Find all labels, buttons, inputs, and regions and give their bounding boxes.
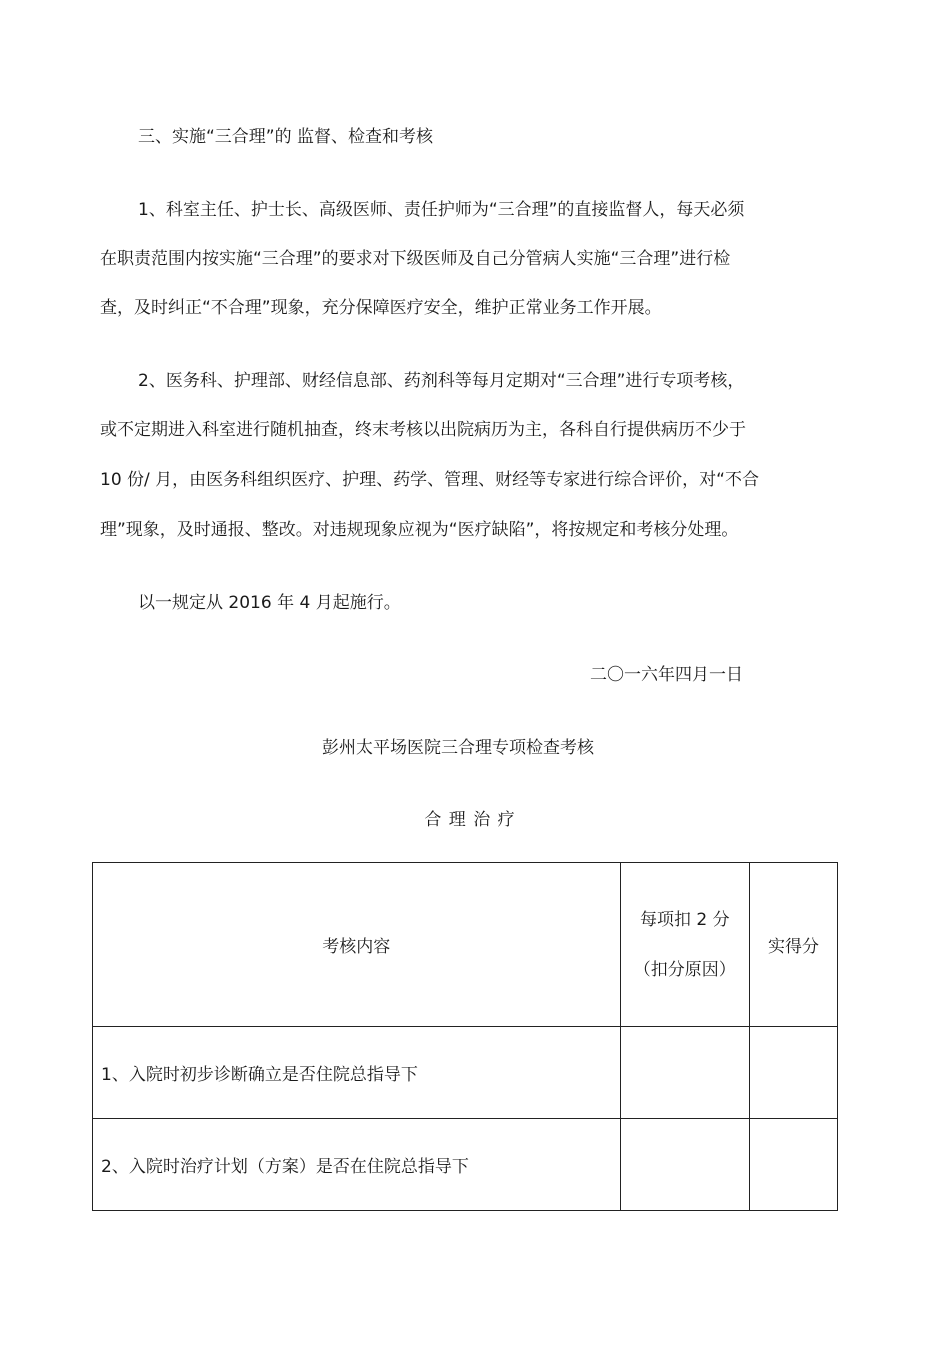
header-score: 实得分	[750, 863, 838, 1027]
effective-note: 以一规定从 2016 年 4 月起施行。	[138, 593, 401, 613]
header-deduction-line-2: （扣分原因）	[633, 959, 736, 980]
paragraph-1-line-1: 1、科室主任、护士长、高级医师、责任护师为“三合理”的直接监督人，每天必须	[138, 200, 745, 220]
row-deduction-cell[interactable]	[620, 1119, 750, 1211]
table-header-row	[93, 863, 838, 1027]
form-subtitle: 合 理 治 疗	[424, 810, 516, 830]
header-content: 考核内容	[93, 863, 621, 1027]
row-deduction-cell[interactable]	[620, 1027, 750, 1119]
paragraph-2-line-1: 2、医务科、护理部、财经信息部、药剂科等每月定期对“三合理”进行专项考核，	[138, 371, 745, 391]
paragraph-1-line-2: 在职责范围内按实施“三合理”的要求对下级医师及自己分管病人实施“三合理”进行检	[100, 249, 731, 269]
assessment-table	[92, 862, 838, 1211]
row-content: 2、入院时治疗计划（方案）是否在住院总指导下	[93, 1119, 621, 1211]
paragraph-2-line-3: 10 份/ 月，由医务科组织医疗、护理、药学、管理、财经等专家进行综合评价，对“不合	[100, 470, 759, 490]
row-score-cell[interactable]	[750, 1119, 838, 1211]
table-row	[93, 1027, 838, 1119]
row-content: 1、入院时初步诊断确立是否住院总指导下	[93, 1027, 621, 1119]
paragraph-2-line-2: 或不定期进入科室进行随机抽查，终末考核以出院病历为主，各科自行提供病历不少于	[100, 420, 746, 440]
table-row	[93, 1119, 838, 1211]
form-title: 彭州太平场医院三合理专项检查考核	[322, 738, 594, 758]
paragraph-1-line-3: 查，及时纠正“不合理”现象，充分保障医疗安全，维护正常业务工作开展。	[100, 298, 662, 318]
header-deduction	[620, 863, 750, 1027]
paragraph-2-line-4: 理”现象，及时通报、整改。对违规现象应视为“医疗缺陷”，将按规定和考核分处理。	[100, 520, 739, 540]
row-score-cell[interactable]	[750, 1027, 838, 1119]
document-date: 二〇一六年四月一日	[590, 665, 743, 685]
section-heading: 三、实施“三合理”的 监督、检查和考核	[138, 127, 434, 147]
header-deduction-line-1: 每项扣 2 分	[639, 909, 730, 930]
